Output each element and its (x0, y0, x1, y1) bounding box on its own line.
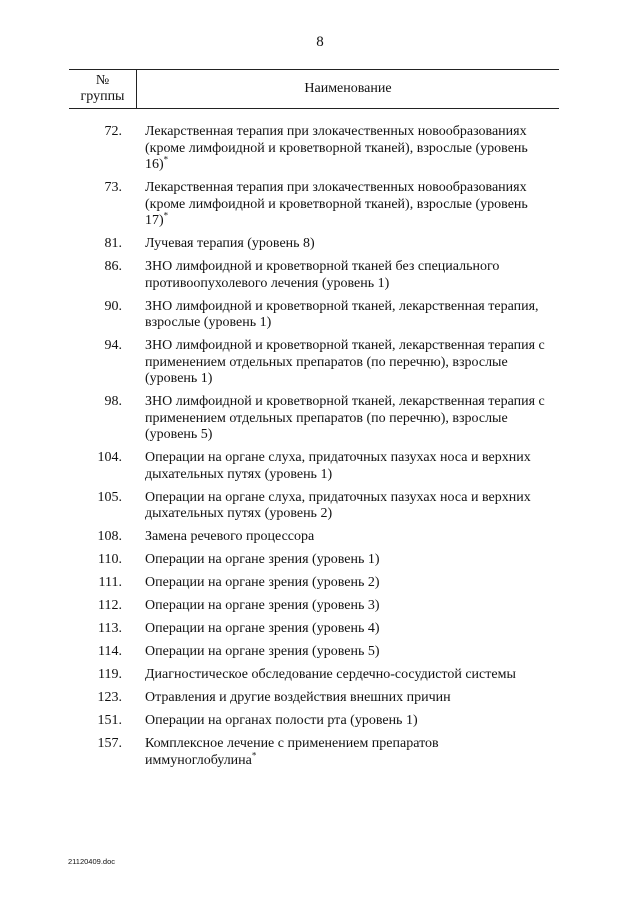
table-row (69, 180, 559, 230)
group-name (145, 450, 559, 483)
group-number: 113. (98, 621, 122, 636)
table-row (69, 690, 559, 707)
group-number: 94. (104, 338, 122, 353)
group-name (145, 713, 559, 730)
group-number-header (69, 70, 137, 108)
group-name (145, 236, 559, 253)
table-row (69, 621, 559, 638)
table-row (69, 736, 559, 769)
footnote-mark: * (163, 154, 169, 165)
group-name (145, 394, 559, 444)
group-name-text: Операции на органе слуха, придаточных пазухах носа и верхних дыхательных путях (уровень 1) (145, 450, 531, 482)
group-number: 112. (98, 598, 122, 613)
group-name (145, 180, 559, 230)
group-number: 111. (98, 575, 122, 590)
group-name (145, 552, 559, 569)
group-number: 114. (98, 644, 122, 659)
group-number: 90. (104, 298, 122, 314)
table-row (69, 598, 559, 615)
table-row (69, 259, 559, 292)
table-row (69, 552, 559, 569)
group-number: 108. (97, 529, 122, 544)
table-row (69, 450, 559, 483)
group-name-text: Лучевая терапия (уровень 8) (145, 236, 315, 251)
group-number: 81. (104, 236, 122, 251)
group-number: 123. (97, 690, 122, 705)
group-number: 86. (104, 259, 122, 274)
group-number: 105. (97, 489, 122, 505)
footnote-mark: * (251, 749, 257, 760)
table-row (69, 529, 559, 546)
group-number-label-line1: № (95, 73, 110, 88)
name-header (137, 70, 559, 108)
page-number: 8 (316, 34, 324, 50)
group-name-text: Операции на органах полости рта (уровень 1) (145, 713, 418, 728)
group-name-text: Замена речевого процессора (145, 529, 315, 544)
group-name (145, 575, 559, 592)
group-name-text: Диагностическое обследование сердечно-сосудистой системы (145, 667, 516, 682)
table-row (69, 713, 559, 730)
group-name (145, 736, 559, 769)
group-number-label-line2: группы (80, 89, 125, 104)
group-number: 104. (97, 450, 122, 465)
group-name (145, 644, 559, 661)
table-row (69, 667, 559, 684)
group-name-text: Лекарственная терапия при злокачественных новообразованиях (кроме лимфоидной и кроветворной тканей), взрослые (уровень 16) (145, 124, 528, 172)
group-name (145, 667, 559, 684)
table-row (69, 394, 559, 444)
group-name-text: Комплексное лечение с применением препаратов иммуноглобулина (145, 736, 439, 768)
group-number: 110. (98, 552, 122, 567)
group-name (145, 124, 559, 174)
table-row (69, 644, 559, 661)
group-name (145, 259, 559, 292)
table-header (69, 69, 559, 109)
group-number: 157. (97, 736, 122, 751)
group-number: 151. (97, 713, 122, 728)
group-name (145, 598, 559, 615)
group-name (145, 299, 559, 332)
table-row (69, 490, 559, 523)
document-filename: 21120409.doc (68, 857, 115, 866)
group-number: 98. (104, 394, 122, 409)
group-name-text: Отравления и другие воздействия внешних причин (145, 690, 451, 705)
group-name (145, 338, 559, 388)
group-name-text: ЗНО лимфоидной и кроветворной тканей, лекарственная терапия с применением отдельных препаратов (по перечню), взрослые (уровень 1) (145, 338, 545, 386)
group-number: 72. (104, 124, 122, 139)
footnote-mark: * (163, 210, 169, 221)
group-number: 119. (98, 667, 122, 682)
group-name (145, 490, 559, 523)
group-name-text: Операции на органе слуха, придаточных пазухах носа и верхних дыхательных путях (уровень 2) (145, 489, 531, 521)
group-name-text: ЗНО лимфоидной и кроветворной тканей, лекарственная терапия, взрослые (уровень 1) (145, 298, 539, 330)
group-name-text: Операции на органе зрения (уровень 1) (145, 552, 380, 567)
group-name-text: ЗНО лимфоидной и кроветворной тканей без специального противоопухолевого лечения (уровень 1) (145, 259, 500, 291)
table-row (69, 575, 559, 592)
group-name-text: Операции на органе зрения (уровень 3) (145, 598, 380, 613)
table-row (69, 236, 559, 253)
group-name-text: Операции на органе зрения (уровень 2) (145, 575, 380, 590)
group-name (145, 529, 559, 546)
group-list (69, 124, 559, 776)
group-name-text: Операции на органе зрения (уровень 4) (145, 621, 380, 636)
group-number: 73. (104, 180, 122, 195)
table-row (69, 338, 559, 388)
table-row (69, 299, 559, 332)
group-name-text: Лекарственная терапия при злокачественных новообразованиях (кроме лимфоидной и кроветворной тканей), взрослые (уровень 17) (145, 180, 528, 228)
table-row (69, 124, 559, 174)
group-name (145, 690, 559, 707)
name-header-label: Наименование (304, 81, 392, 96)
group-name (145, 621, 559, 638)
group-name-text: ЗНО лимфоидной и кроветворной тканей, лекарственная терапия с применением отдельных препаратов (по перечню), взрослые (уровень 5) (145, 394, 545, 442)
group-name-text: Операции на органе зрения (уровень 5) (145, 644, 380, 659)
